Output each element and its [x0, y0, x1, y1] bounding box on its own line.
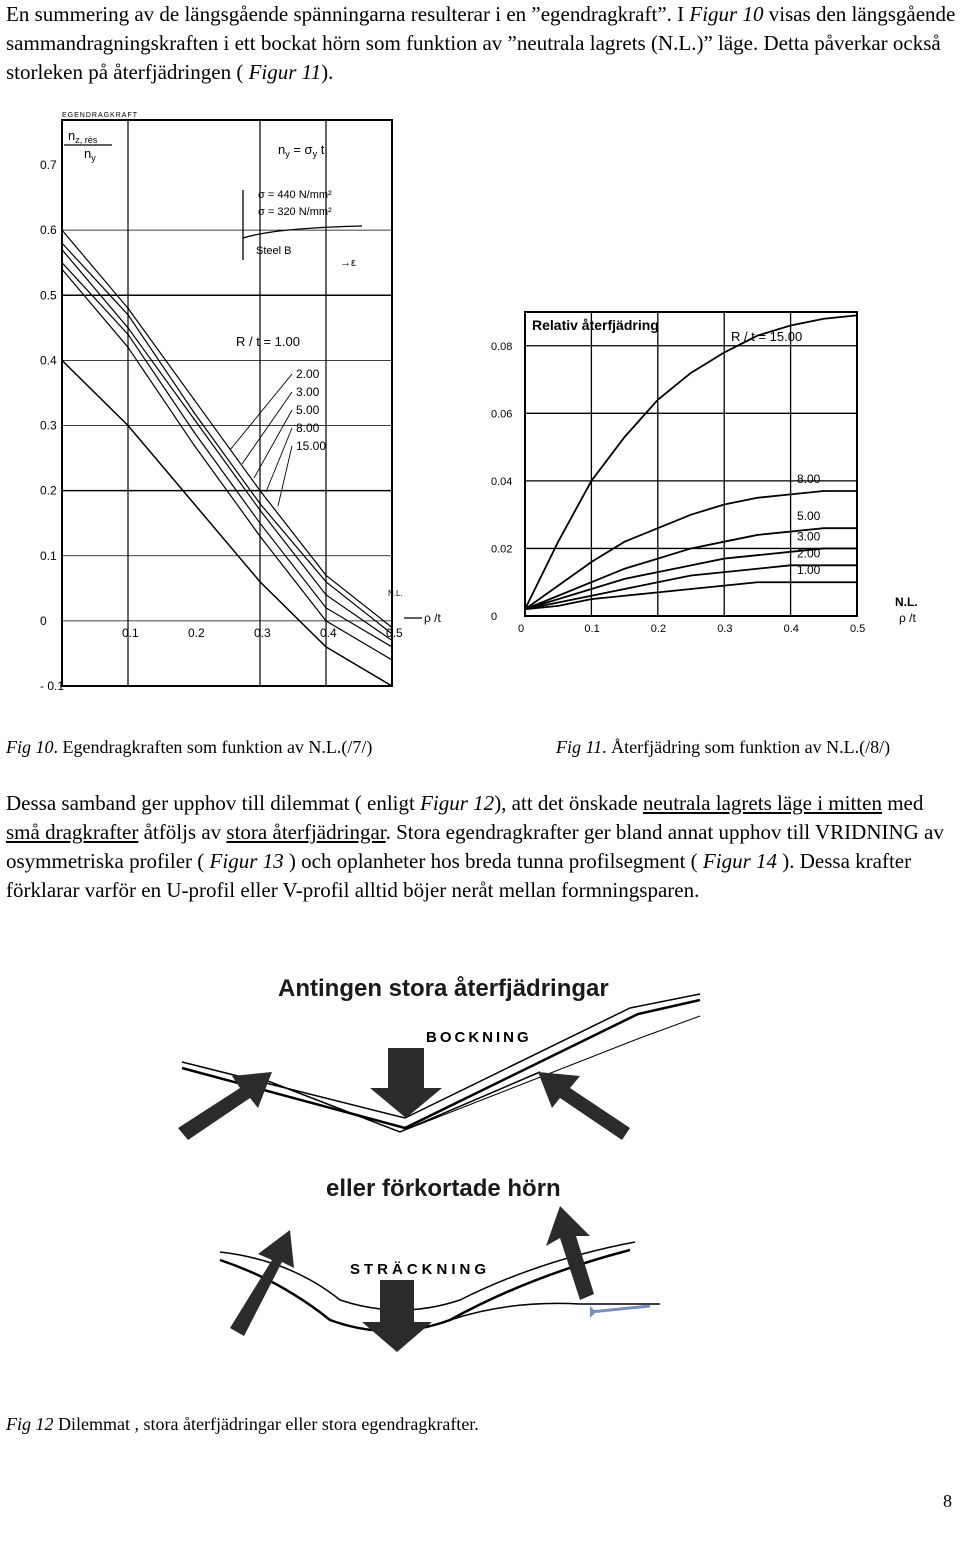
fig11-point: [690, 575, 692, 577]
intro-paragraph: [6, 0, 956, 87]
fig10-point: [193, 431, 195, 433]
figure-11-ref: Figur 11: [248, 60, 322, 84]
fig10-y-tick: 0.6: [40, 223, 57, 238]
fig10-x-axis-label: ρ /t: [424, 611, 441, 625]
fig11-point: [856, 548, 858, 550]
para2-text-m: ). Dessa krafter förklarar varför en U-profil eller V-profil alltid böjer neråt mellan formningsparen.: [6, 849, 912, 902]
fig11-point: [757, 581, 759, 583]
fig11-point: [757, 568, 759, 570]
fig10-point: [259, 490, 261, 492]
fig10-material-2: σ = 320 N/mm²: [258, 206, 332, 218]
fig11-point: [723, 585, 725, 587]
figure-10-caption-label: Fig 10: [6, 737, 54, 757]
figure-14-ref: Figur 14: [702, 849, 778, 873]
fig11-point: [790, 531, 792, 533]
fig11-point: [624, 436, 626, 438]
fig11-point: [757, 534, 759, 536]
fig10-point: [325, 594, 327, 596]
fig11-series-label: 2.00: [797, 546, 821, 561]
fig11-point: [690, 565, 692, 567]
fig11-point: [591, 588, 593, 590]
fig10-point: [259, 522, 261, 524]
fig11-point: [557, 595, 559, 597]
fig11-point: [657, 592, 659, 594]
fig11-point: [823, 318, 825, 320]
fig11-point: [790, 551, 792, 553]
fig11-point: [823, 565, 825, 567]
fig10-point: [325, 574, 327, 576]
para2-text-e: med: [881, 791, 924, 815]
fig11-point: [657, 571, 659, 573]
figure-10-chart: [0, 100, 460, 720]
fig10-point: [259, 509, 261, 511]
fig10-series-label-head: R / t = 1.00: [236, 334, 300, 349]
fig11-point: [790, 494, 792, 496]
fig10-point: [391, 659, 393, 661]
fig10-y-label-bottom: $n_y$: [84, 146, 96, 163]
figure-12-caption-label: Fig 12: [6, 1414, 54, 1434]
fig11-point: [690, 372, 692, 374]
figure-10-caption: [6, 736, 372, 758]
fig11-x-tick: 0.5: [850, 623, 866, 635]
fig10-series-line: [62, 230, 392, 627]
fig10-plot-frame: [62, 120, 392, 686]
fig11-point: [823, 490, 825, 492]
fig11-series-label: 1.00: [797, 563, 821, 578]
fig11-series-label-head: R / t = 15.00: [731, 329, 803, 344]
fig10-x-tick: 0.3: [254, 625, 271, 640]
fig11-x-tick: 0.2: [650, 623, 667, 635]
fig10-series-label: 3.00: [296, 385, 320, 399]
fig11-x-axis-label: ρ /t: [899, 611, 916, 625]
fig11-point: [657, 558, 659, 560]
fig11-point: [591, 561, 593, 563]
fig11-y-tick: 0.06: [491, 408, 513, 421]
fig11-point: [823, 548, 825, 550]
intro-text-3: ).: [321, 60, 334, 84]
fig10-y-tick: 0.2: [40, 483, 57, 498]
fig12-stretch-flange: [450, 1303, 660, 1320]
fig11-point: [690, 514, 692, 516]
fig10-point: [61, 229, 63, 231]
fig11-point: [856, 527, 858, 529]
para2-text-a: Dessa samband ger upphov till dilemmat ( enligt: [6, 791, 421, 815]
fig11-y-tick: 0.08: [491, 340, 513, 353]
fig11-point: [557, 585, 559, 587]
fig10-x-tick: 0.1: [122, 625, 139, 640]
fig10-y-tick: 0.3: [40, 418, 57, 433]
fig10-material-1: σ = 440 N/mm²: [258, 189, 332, 201]
fig10-point: [61, 262, 63, 264]
fig10-y-tick: 0.4: [40, 353, 57, 368]
figure-11-chart: [485, 300, 960, 640]
fig10-material-arrow: →ε: [340, 257, 356, 269]
dilemma-paragraph: [6, 789, 956, 905]
fig10-point: [61, 268, 63, 270]
fig11-series-label: 5.00: [797, 509, 821, 524]
fig11-point: [657, 527, 659, 529]
fig12-label-bend: BOCKNING: [426, 1029, 532, 1046]
fig10-series-line: [62, 360, 392, 686]
fig11-point: [757, 554, 759, 556]
fig11-point: [723, 558, 725, 560]
fig10-point: [193, 412, 195, 414]
fig10-point: [61, 242, 63, 244]
fig11-nl-label: N.L.: [895, 595, 918, 609]
fig11-x-tick: 0: [518, 623, 525, 635]
fig10-x-tick: 0.4: [320, 625, 337, 640]
intro-text-2: visas den längsgående sammandragningskraften i ett bockat hörn som funktion av ”neutrala lagrets (N.L.)” läge. Detta påverkar också storleken på återfjädringen (: [6, 2, 956, 84]
fig11-point: [856, 581, 858, 583]
fig10-y-tick: 0.5: [40, 288, 57, 303]
fig12-punch-arrow-bottom: [362, 1280, 432, 1352]
fig11-x-tick: 0.4: [783, 623, 799, 635]
fig10-point: [127, 347, 129, 349]
fig11-y-tick: 0.04: [491, 475, 513, 488]
fig11-point: [856, 565, 858, 567]
fig11-point: [823, 527, 825, 529]
para2-text-k: ) och oplanheter hos breda tunna profilsegment (: [283, 849, 703, 873]
fig11-series-line: [525, 582, 857, 609]
fig11-series-label: 3.00: [797, 529, 821, 544]
fig11-point: [624, 541, 626, 543]
fig10-series-label: 8.00: [296, 421, 320, 435]
fig10-leader-line: [242, 392, 292, 464]
fig11-title: Relativ återfjädring: [532, 317, 659, 333]
fig12-punch-arrow-top: [370, 1048, 442, 1118]
fig10-series-label: 2.00: [296, 367, 320, 381]
fig10-point: [325, 646, 327, 648]
fig10-point: [325, 607, 327, 609]
fig11-point: [557, 605, 559, 607]
fig10-point: [325, 581, 327, 583]
figure-12-caption: [6, 1413, 479, 1435]
figure-12-illustration: [160, 960, 720, 1370]
fig12-right-arrow-top: [538, 1072, 630, 1140]
para2-underline-springback: stora återfjädringar: [226, 820, 386, 844]
fig12-left-arrow-bottom: [230, 1230, 294, 1336]
page-number: 8: [943, 1491, 952, 1511]
fig11-point: [591, 581, 593, 583]
fig10-y-label-top: $n_{z, rès}$: [68, 128, 98, 145]
fig10-point: [127, 307, 129, 309]
fig11-point: [856, 315, 858, 317]
figure-13-ref: Figur 13: [209, 849, 284, 873]
fig12-left-arrow-top: [178, 1072, 272, 1140]
fig10-leader-line: [278, 446, 292, 506]
fig11-point: [690, 588, 692, 590]
fig10-header-label: EGENDRAGKRAFT: [62, 112, 139, 119]
fig10-x-tick: 0.5: [386, 625, 403, 640]
figure-11-caption-label: Fig 11: [556, 737, 603, 757]
fig11-point: [856, 490, 858, 492]
figure-12-caption-text: Dilemmat , stora återfjädringar eller stora egendragkrafter.: [53, 1414, 479, 1434]
figure-11-caption: [556, 736, 890, 758]
fig10-grid: [62, 120, 392, 686]
fig11-point: [723, 571, 725, 573]
fig10-point: [259, 535, 261, 537]
fig10-point: [193, 399, 195, 401]
fig10-point: [259, 503, 261, 505]
figure-10-caption-text: . Egendragkraften som funktion av N.L.(/7/): [53, 737, 373, 757]
fig11-y-tick: 0.02: [491, 543, 513, 556]
fig10-point: [127, 334, 129, 336]
fig10-point: [325, 620, 327, 622]
fig10-x-tick: 0.2: [188, 625, 205, 640]
fig11-point: [790, 565, 792, 567]
fig10-series-group: [61, 229, 393, 686]
fig10-leader-line: [266, 428, 292, 492]
fig10-point: [259, 581, 261, 583]
figure-11-caption-text: . Återfjädring som funktion av N.L.(/8/): [602, 737, 891, 757]
fig10-y-tick: 0.1: [40, 548, 57, 563]
fig10-series-line: [62, 243, 392, 634]
fig11-point: [723, 504, 725, 506]
fig11-point: [624, 595, 626, 597]
fig11-point: [557, 602, 559, 604]
fig12-heading-top: Antingen stora återfjädringar: [278, 975, 609, 1002]
fig10-nl-label: N.L.: [388, 589, 403, 598]
fig11-point: [657, 399, 659, 401]
fig11-point: [624, 588, 626, 590]
fig12-stretch-arrow-blue: [590, 1306, 650, 1312]
fig10-material-3: Steel B: [256, 245, 292, 257]
fig11-point: [624, 578, 626, 580]
fig11-point: [591, 480, 593, 482]
fig11-point: [591, 598, 593, 600]
fig12-bent-sheet-outer: [182, 1000, 700, 1128]
fig10-y-tick: - 0.1: [40, 679, 65, 693]
fig10-point: [127, 327, 129, 329]
fig12-label-stretch: STRÄCKNING: [350, 1261, 490, 1278]
fig10-series-label: 15.00: [296, 439, 327, 453]
fig11-point: [757, 497, 759, 499]
para2-underline-neutral: neutrala lagrets läge i mitten: [642, 791, 882, 815]
fig10-series-line: [62, 263, 392, 647]
fig10-formula: $n_y = \sigma_y$ t: [278, 142, 325, 159]
fig11-point: [657, 581, 659, 583]
fig11-point: [790, 325, 792, 327]
fig10-leader-line: [230, 374, 292, 450]
fig10-point: [127, 425, 129, 427]
fig11-point: [790, 581, 792, 583]
fig11-x-tick: 0.1: [584, 623, 600, 635]
para2-text-i: . Stora egendragkrafter ger bland annat upphov till VRIDNING av osymmetriska profiler (: [6, 820, 944, 873]
fig11-point: [624, 568, 626, 570]
fig11-x-tick: 0.3: [717, 623, 733, 635]
fig11-series-label: 8.00: [797, 472, 821, 487]
fig10-point: [391, 646, 393, 648]
para2-text-c: ), att det önskade: [494, 791, 643, 815]
fig12-heading-mid: eller förkortade hörn: [326, 1175, 561, 1202]
fig10-point: [391, 685, 393, 687]
fig10-point: [61, 249, 63, 251]
intro-text-1: En summering av de längsgående spänningarna resulterar i en ”egendragkraft”. I: [6, 2, 690, 26]
fig10-point: [193, 444, 195, 446]
fig10-point: [61, 360, 63, 362]
fig10-series-label: 5.00: [296, 403, 320, 417]
fig10-point: [193, 503, 195, 505]
para2-text-g: åtföljs av: [138, 820, 227, 844]
fig11-point: [557, 598, 559, 600]
fig10-point: [127, 314, 129, 316]
fig11-point: [690, 548, 692, 550]
fig11-point: [823, 581, 825, 583]
fig10-y-tick: 0: [40, 613, 47, 628]
fig11-point: [557, 541, 559, 543]
fig12-stretch-arrowhead-blue: [590, 1306, 596, 1318]
fig11-y-tick: 0: [491, 611, 498, 623]
fig11-point: [524, 608, 526, 610]
figure-10-ref: Figur 10: [689, 2, 764, 26]
fig11-point: [723, 352, 725, 354]
fig10-point: [193, 418, 195, 420]
fig10-y-tick: 0.7: [40, 158, 57, 172]
figure-12-ref: Figur 12: [420, 791, 495, 815]
para2-underline-small-forces: små dragkrafter: [6, 820, 139, 844]
fig11-point: [591, 595, 593, 597]
fig11-point: [723, 541, 725, 543]
